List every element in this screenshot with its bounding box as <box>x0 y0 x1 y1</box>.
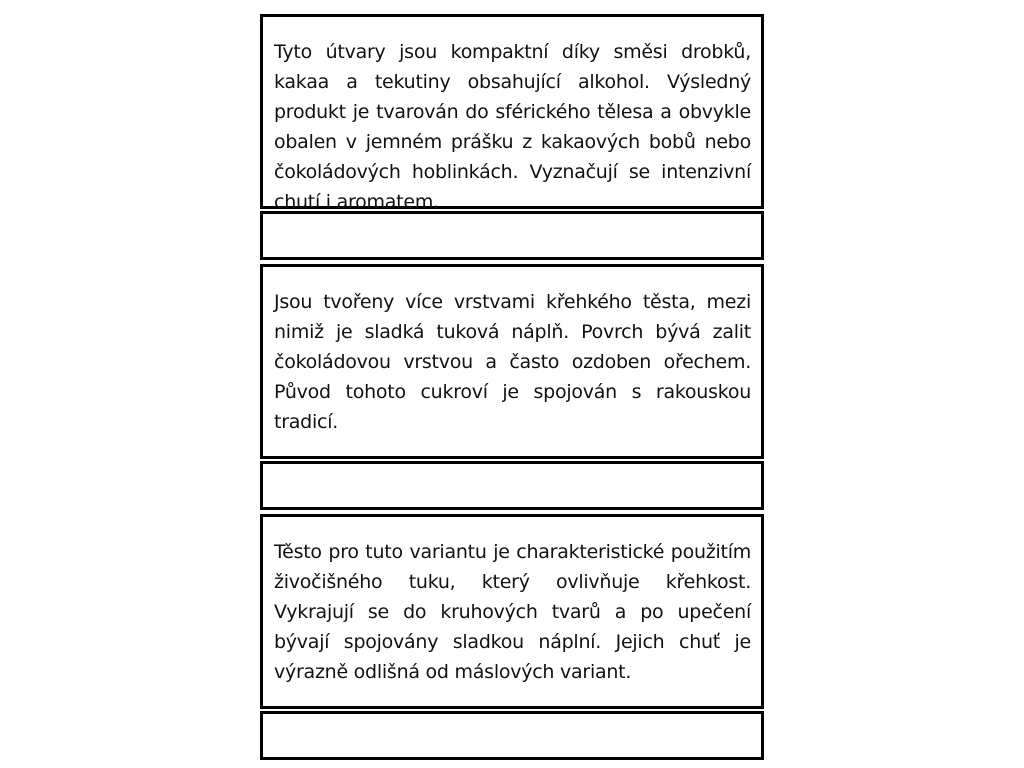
answer-box-1[interactable] <box>260 211 764 260</box>
description-box-2 <box>260 264 764 459</box>
description-card-2 <box>260 264 764 510</box>
description-card-1 <box>260 14 764 260</box>
answer-box-2[interactable] <box>260 461 764 510</box>
description-box-1 <box>260 14 764 213</box>
description-box-3 <box>260 514 764 709</box>
description-card-3 <box>260 514 764 760</box>
description-text-1: Tyto útvary jsou kompaktní díky směsi drobků, kakaa a tekutiny obsahující alkohol. Výsledný produkt je tvarován do sférického tělesa a obvykle obalen v jemném prášku z kakaových bobů nebo čokoládových hoblinkách. Vyznačují se intenzivní chutí i aromatem. <box>274 41 751 213</box>
answer-box-3[interactable] <box>260 711 764 760</box>
description-text-3: Těsto pro tuto variantu je charakteristické použitím živočišného tuku, který ovlivňuje křehkost. Vykrajují se do kruhových tvarů a po upečení bývají spojovány sladkou náplní. Jejich chuť je výrazně odlišná od máslových variant. <box>274 541 751 683</box>
description-text-2: Jsou tvořeny více vrstvami křehkého těsta, mezi nimiž je sladká tuková náplň. Povrch bývá zalit čokoládovou vrstvou a často ozdoben ořechem. Původ tohoto cukroví je spojován s rakouskou tradicí. <box>274 291 751 433</box>
